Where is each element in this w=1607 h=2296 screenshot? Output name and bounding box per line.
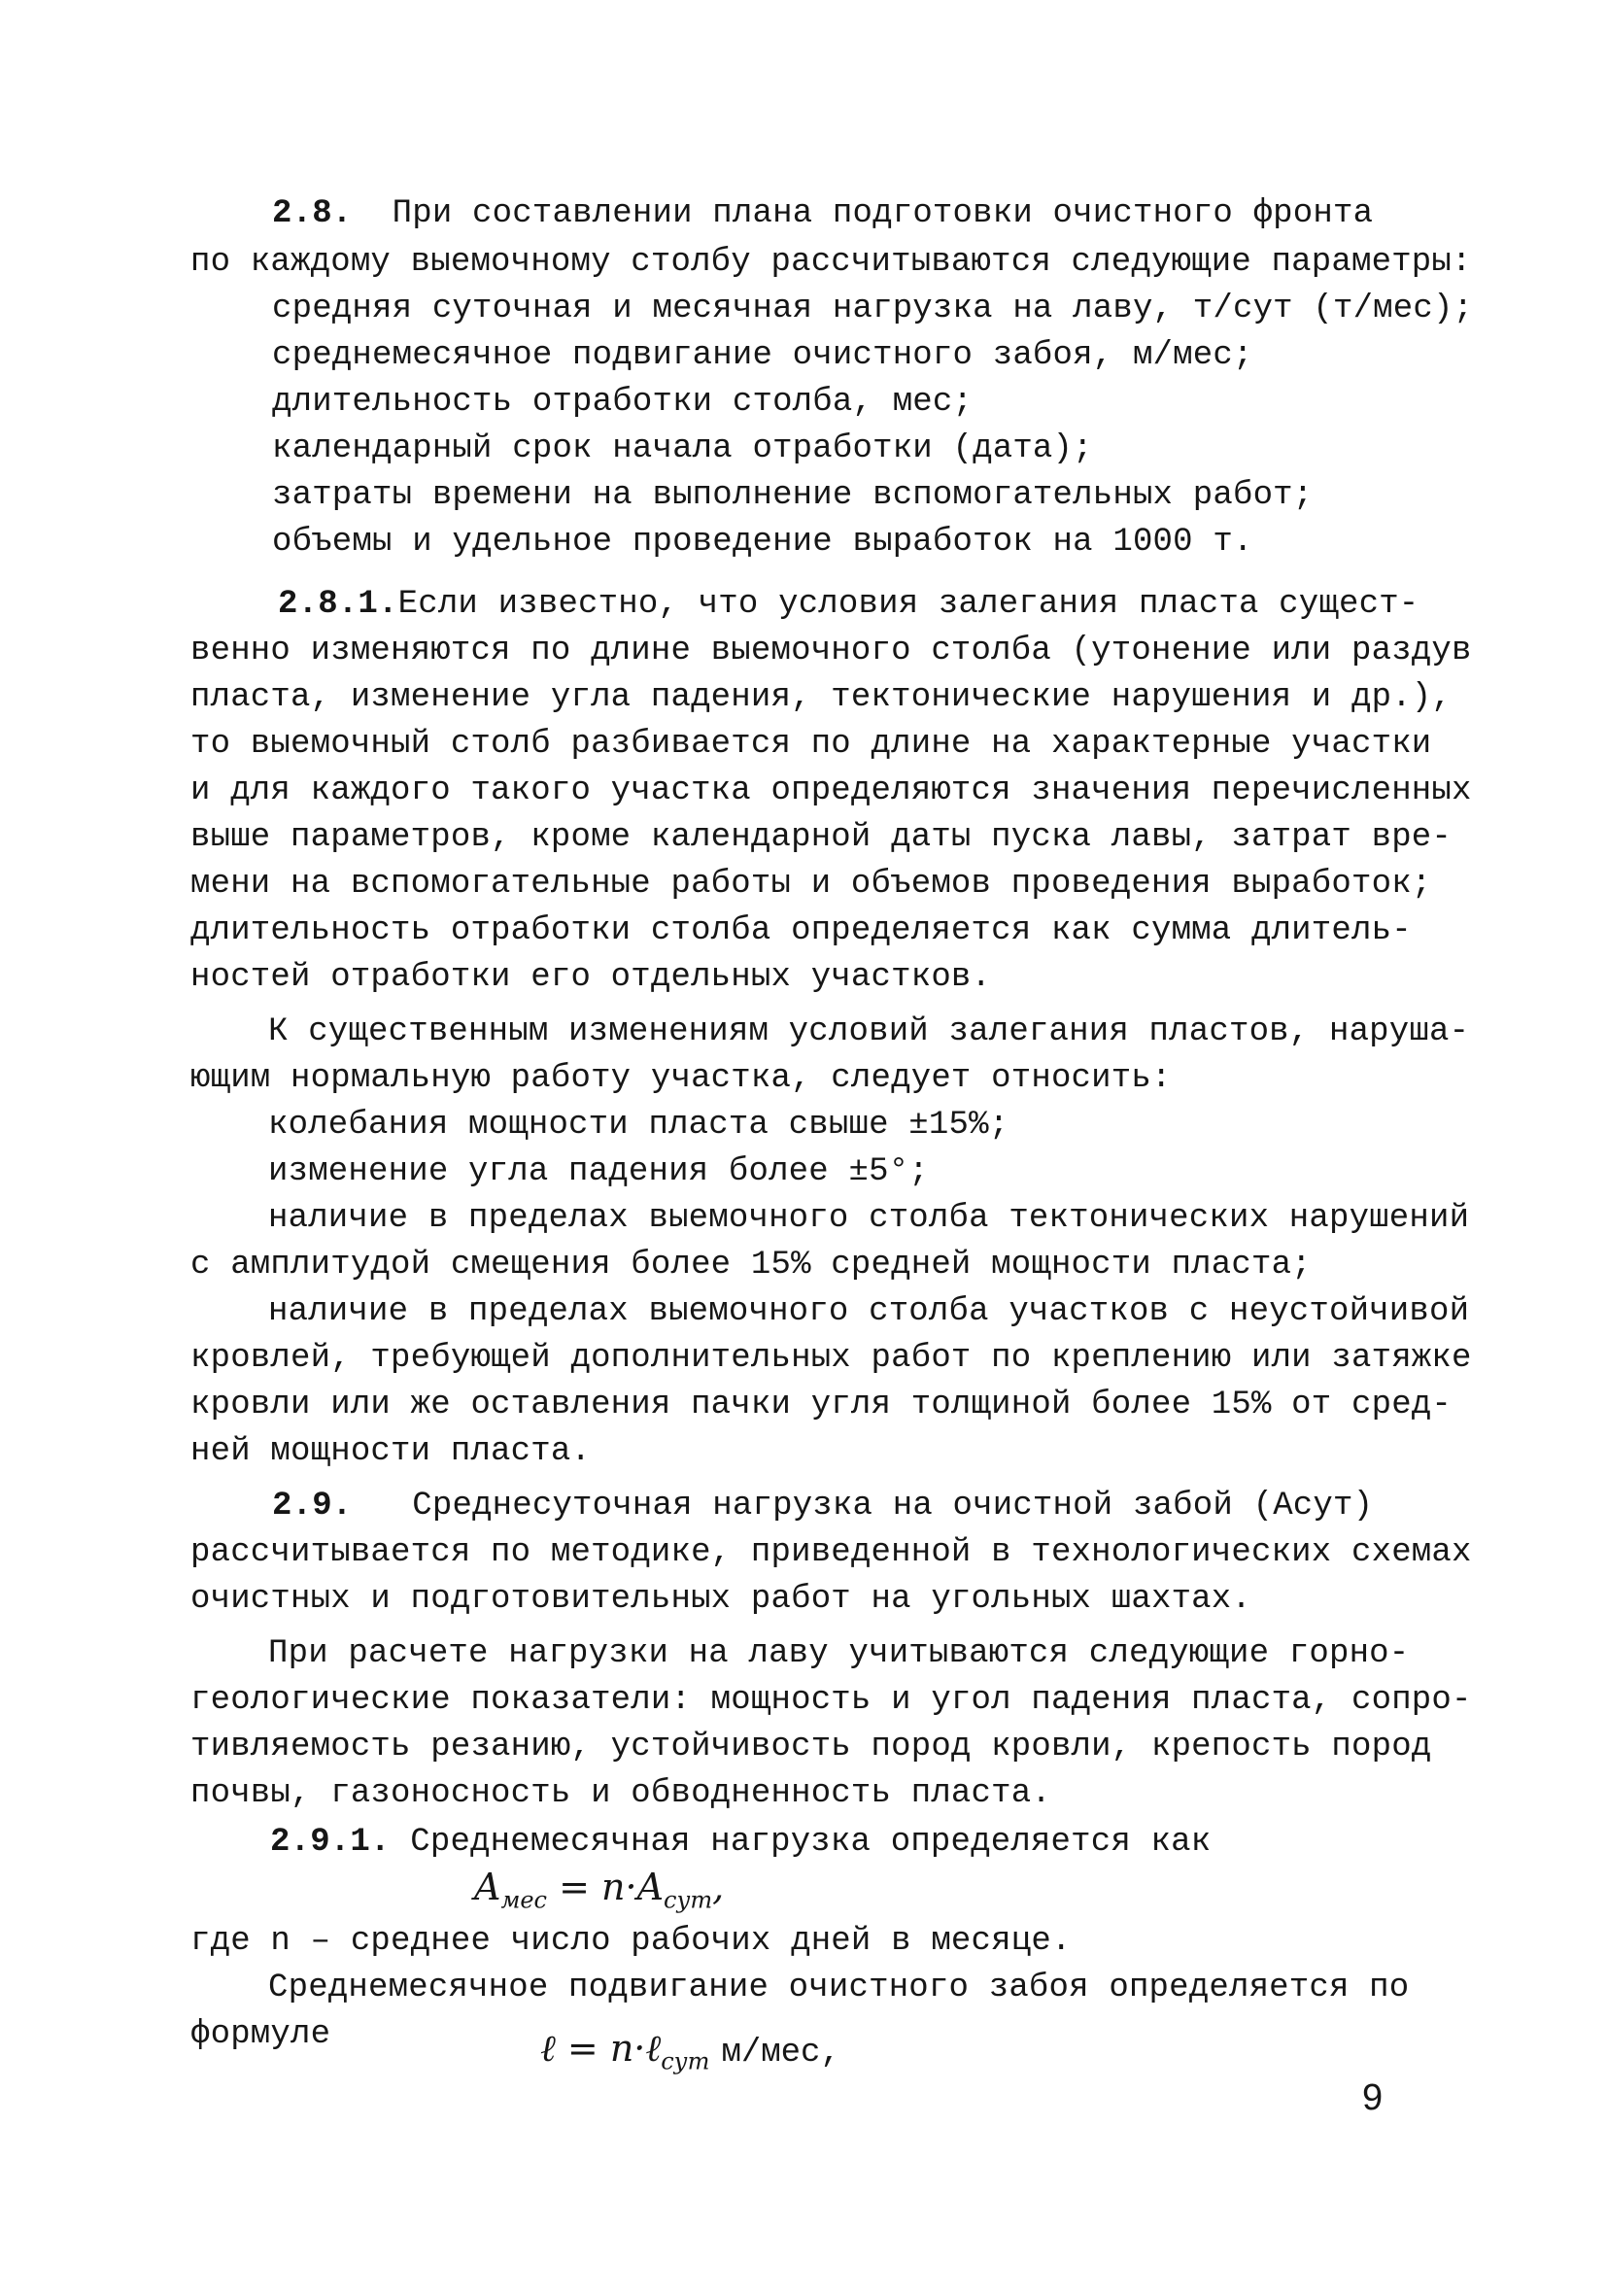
section-number: 2.8.1. bbox=[278, 586, 398, 623]
section-number: 2.8. bbox=[272, 195, 353, 232]
change-list-item: с амплитудой смещения более 15% средней мощности пласта; bbox=[190, 1247, 1312, 1284]
formula-subscript: мес bbox=[500, 1886, 547, 1914]
paragraph-line: пласта, изменение угла падения, тектонические нарушения и др.), bbox=[190, 679, 1453, 716]
section-2-8-line-1 bbox=[272, 190, 1373, 237]
section-2-8-1-line-1 bbox=[278, 581, 1419, 628]
formula-monthly-load bbox=[474, 1862, 724, 1926]
paragraph-line: рассчитывается по методике, приведенной в технологических схемах bbox=[190, 1534, 1472, 1571]
formula-term: = n·A bbox=[559, 1866, 665, 1908]
paragraph-line: тивляемость резанию, устойчивость пород кровли, крепость пород bbox=[190, 1729, 1432, 1765]
section-number: 2.9.1. bbox=[270, 1824, 391, 1861]
formula-monthly-advance bbox=[540, 2023, 840, 2087]
section-number: 2.9. bbox=[272, 1488, 353, 1525]
paragraph-line: то выемочный столб разбивается по длине на характерные участки bbox=[190, 726, 1432, 763]
paragraph-line: К существенным изменениям условий залегания пластов, наруша- bbox=[268, 1013, 1470, 1050]
change-list-item: наличие в пределах выемочного столба тектонических нарушений bbox=[268, 1200, 1470, 1237]
param-list-item: среднемесячное подвигание очистного забоя, м/мес; bbox=[272, 337, 1253, 374]
paragraph-line: При расчете нагрузки на лаву учитываются следующие горно- bbox=[268, 1635, 1410, 1672]
param-list-item: объемы и удельное проведение выработок на 1000 т. bbox=[272, 524, 1253, 561]
formula-term: ℓ = n·ℓ bbox=[540, 2027, 662, 2070]
paragraph-line: ющим нормальную работу участка, следует относить: bbox=[190, 1060, 1172, 1097]
section-text: Среднемесячная нагрузка определяется как bbox=[410, 1824, 1212, 1861]
section-2-8-line-2: по каждому выемочному столбу рассчитываются следующие параметры: bbox=[190, 244, 1472, 281]
section-text: Если известно, что условия залегания пласта сущест- bbox=[397, 586, 1419, 623]
symbol-a-sut: (Aсут) bbox=[1252, 1488, 1374, 1525]
paragraph-line: геологические показатели: мощность и угол падения пласта, сопро- bbox=[190, 1682, 1472, 1719]
change-list-item: кровлей, требующей дополнительных работ по креплению или затяжке bbox=[190, 1340, 1472, 1377]
paragraph-line: длительность отработки столба определяется как сумма длитель- bbox=[190, 912, 1412, 949]
formula-subscript: сут bbox=[661, 2047, 710, 2075]
paragraph-line: ностей отработки его отдельных участков. bbox=[190, 959, 992, 996]
paragraph-line: где n – среднее число рабочих дней в месяце. bbox=[190, 1923, 1072, 1960]
section-text: Среднесуточная нагрузка на очистной забой bbox=[412, 1488, 1233, 1525]
paragraph-line: почвы, газоносность и обводненность пласта. bbox=[190, 1775, 1051, 1812]
formula-term: , bbox=[712, 1866, 725, 1908]
formula-subscript: сут bbox=[664, 1886, 713, 1914]
paragraph-line: венно изменяются по длине выемочного столба (утонение или раздув bbox=[190, 633, 1472, 669]
paragraph-line: и для каждого такого участка определяются значения перечисленных bbox=[190, 772, 1472, 809]
section-2-9-1-line-1 bbox=[270, 1819, 1211, 1866]
formula-term: A bbox=[474, 1866, 501, 1908]
change-list-item: колебания мощности пласта свыше ±15%; bbox=[268, 1107, 1009, 1144]
param-list-item: затраты времени на выполнение вспомогательных работ; bbox=[272, 477, 1314, 514]
change-list-item: наличие в пределах выемочного столба участков с неустойчивой bbox=[268, 1293, 1470, 1330]
paragraph-line: мени на вспомогательные работы и объемов проведения выработок; bbox=[190, 866, 1432, 903]
formula-unit: м/мес, bbox=[721, 2035, 840, 2072]
change-list-item: кровли или же оставления пачки угля толщиной более 15% от сред- bbox=[190, 1387, 1453, 1423]
param-list-item: календарный срок начала отработки (дата); bbox=[272, 430, 1093, 467]
change-list-item: изменение угла падения более ±5°; bbox=[268, 1153, 929, 1190]
change-list-item: ней мощности пласта. bbox=[190, 1433, 592, 1470]
section-2-9-line-1 bbox=[272, 1483, 1373, 1529]
param-list-item: средняя суточная и месячная нагрузка на лаву, т/сут (т/мес); bbox=[272, 291, 1474, 327]
param-list-item: длительность отработки столба, мес; bbox=[272, 384, 974, 421]
page-number: 9 bbox=[1362, 2077, 1384, 2118]
paragraph-line: выше параметров, кроме календарной даты пуска лавы, затрат вре- bbox=[190, 819, 1453, 856]
paragraph-line: Среднемесячное подвигание очистного забоя определяется по bbox=[268, 1970, 1410, 2006]
section-text: При составлении плана подготовки очистного фронта bbox=[392, 195, 1374, 232]
paragraph-line: формуле bbox=[190, 2016, 331, 2053]
paragraph-line: очистных и подготовительных работ на угольных шахтах. bbox=[190, 1581, 1251, 1618]
